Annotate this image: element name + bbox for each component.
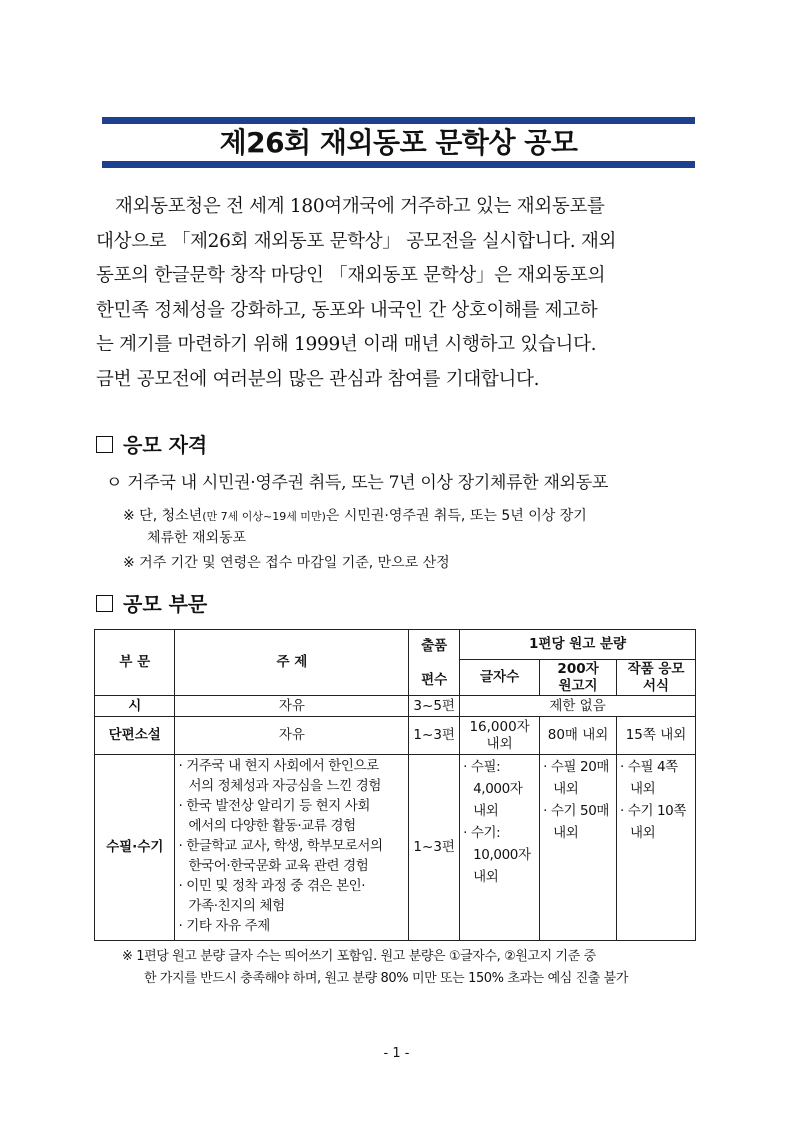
category-table [94, 629, 696, 941]
intro-line: 한민족 정체성을 강화하고, 동포와 내국인 간 상호이해를 제고하 [96, 299, 598, 321]
eligibility-note-basis: ※ 거주 기간 및 연령은 접수 마감일 기준, 만으로 산정 [123, 555, 450, 571]
row-chars-story-line: 내외 [486, 735, 513, 752]
row-format-story: 15쪽 내외 [617, 717, 696, 755]
length-footnote [122, 946, 698, 990]
row-chars-story [460, 717, 540, 755]
row-format-essay [617, 755, 696, 941]
topic-line: 에서의 다양한 활동·교류 경험 [188, 818, 356, 834]
chars-line: 내외 [473, 869, 499, 885]
topic-line: · 한글학교 교사, 학생, 학부모로서의 [178, 838, 383, 854]
table-row [95, 755, 696, 941]
eligibility-heading-text: 응모 자격 [123, 433, 208, 457]
page-title: 제26회 재외동포 문학상 공모 [219, 126, 578, 159]
categories-heading [96, 590, 207, 618]
header-format-line: 서식 [642, 677, 670, 694]
table-header-row [95, 630, 696, 660]
format-line: 내외 [630, 825, 656, 841]
manuscript-line: · 수기 50매 [543, 803, 610, 819]
eligibility-heading [96, 431, 207, 459]
row-count-essay: 1~3편 [409, 755, 460, 941]
topic-line: · 이민 및 정착 과정 중 겪은 본인· [178, 878, 366, 894]
header-format [617, 660, 696, 696]
format-line: 내외 [630, 781, 656, 797]
note-text: ※ 단, 청소년 [123, 508, 203, 524]
manuscript-line: 내외 [553, 825, 579, 841]
row-name-story: 단편소설 [95, 717, 175, 755]
intro-line: 동포의 한글문학 창작 마당인 「재외동포 문학상」은 재외동포의 [96, 265, 606, 286]
chars-line: · 수필: [463, 759, 501, 775]
intro-line: 는 계기를 마련하기 위해 1999년 이래 매년 시행하고 있습니다. [96, 334, 597, 355]
row-name-poem: 시 [95, 696, 175, 717]
note-age-range: (만 7세 이상~19세 미만) [202, 510, 326, 523]
row-topic-story: 자유 [175, 717, 409, 755]
header-format-line: 작품 응모 [627, 660, 685, 677]
format-line: · 수필 4쪽 [620, 759, 678, 775]
row-manuscript-essay [540, 755, 617, 941]
row-topic-poem: 자유 [175, 696, 409, 717]
eligibility-main: ㅇ 거주국 내 시민권·영주권 취득, 또는 7년 이상 장기체류한 재외동포 [106, 473, 608, 493]
checkbox-square-icon [96, 595, 113, 612]
row-count-poem: 3~5편 [409, 696, 460, 717]
header-manuscript [540, 660, 617, 696]
title-rule-bottom [102, 161, 695, 168]
categories-heading-text: 공모 부문 [123, 592, 208, 616]
topic-line: · 기타 자유 주제 [178, 918, 270, 934]
header-topic: 주 제 [175, 630, 409, 696]
table-row [95, 717, 696, 755]
topic-line: 서의 정체성과 자긍심을 느낀 경험 [188, 778, 382, 794]
checkbox-square-icon [96, 436, 113, 453]
header-count-line: 편수 [421, 671, 448, 688]
row-name-essay: 수필·수기 [95, 755, 175, 941]
topic-line: · 한국 발전상 알리기 등 현지 사회 [178, 798, 371, 814]
row-count-story: 1~3편 [409, 717, 460, 755]
table-row [95, 696, 696, 717]
row-topic-essay [175, 755, 409, 941]
page-number: - 1 - [383, 1046, 410, 1061]
header-section: 부 문 [95, 630, 175, 696]
intro-line: 대상으로 「제26회 재외동포 문학상」 공모전을 실시합니다. 재외 [96, 230, 617, 252]
chars-line: 10,000자 [473, 847, 531, 863]
header-manuscript-line: 원고지 [558, 677, 598, 694]
topic-line: 가족·친지의 체험 [188, 898, 285, 914]
row-manuscript-story: 80매 내외 [540, 717, 617, 755]
format-line: · 수기 10쪽 [620, 803, 686, 819]
intro-paragraph [96, 190, 700, 397]
header-manuscript-line: 200자 [557, 660, 599, 677]
intro-line: 금번 공모전에 여러분의 많은 관심과 참여를 기대합니다. [96, 368, 540, 390]
title-rule-top [102, 117, 695, 124]
eligibility-note-youth-cont: 체류한 재외동포 [147, 530, 247, 546]
row-limit-poem: 제한 없음 [460, 696, 696, 717]
manuscript-line: · 수필 20매 [543, 759, 610, 775]
intro-line: 재외동포청은 전 세계 180여개국에 거주하고 있는 재외동포를 [115, 196, 605, 217]
header-count-line: 출품 [421, 637, 448, 654]
row-chars-essay [460, 755, 540, 941]
topic-line: 한국어·한국문화 교육 관련 경험 [188, 858, 369, 874]
row-chars-story-line: 16,000자 [469, 718, 530, 735]
chars-line: 내외 [473, 803, 499, 819]
header-chars: 글자수 [460, 660, 540, 696]
manuscript-line: 내외 [553, 781, 579, 797]
chars-line: 4,000자 [473, 781, 523, 797]
footnote-line: ※ 1편당 원고 분량 글자 수는 띄어쓰기 포함임. 원고 분량은 ①글자수, ②원고지 기준 중 [122, 949, 596, 964]
header-count [409, 630, 460, 696]
chars-line: · 수기: [463, 825, 501, 841]
footnote-line: 한 가지를 반드시 충족해야 하며, 원고 분량 80% 미만 또는 150% 초과는 예심 진출 불가 [144, 971, 628, 986]
note-text: 은 시민권·영주권 취득, 또는 5년 이상 장기 [325, 508, 587, 524]
topic-line: · 거주국 내 현지 사회에서 한인으로 [178, 758, 379, 774]
eligibility-note-youth [123, 505, 587, 528]
header-length: 1편당 원고 분량 [460, 630, 696, 660]
